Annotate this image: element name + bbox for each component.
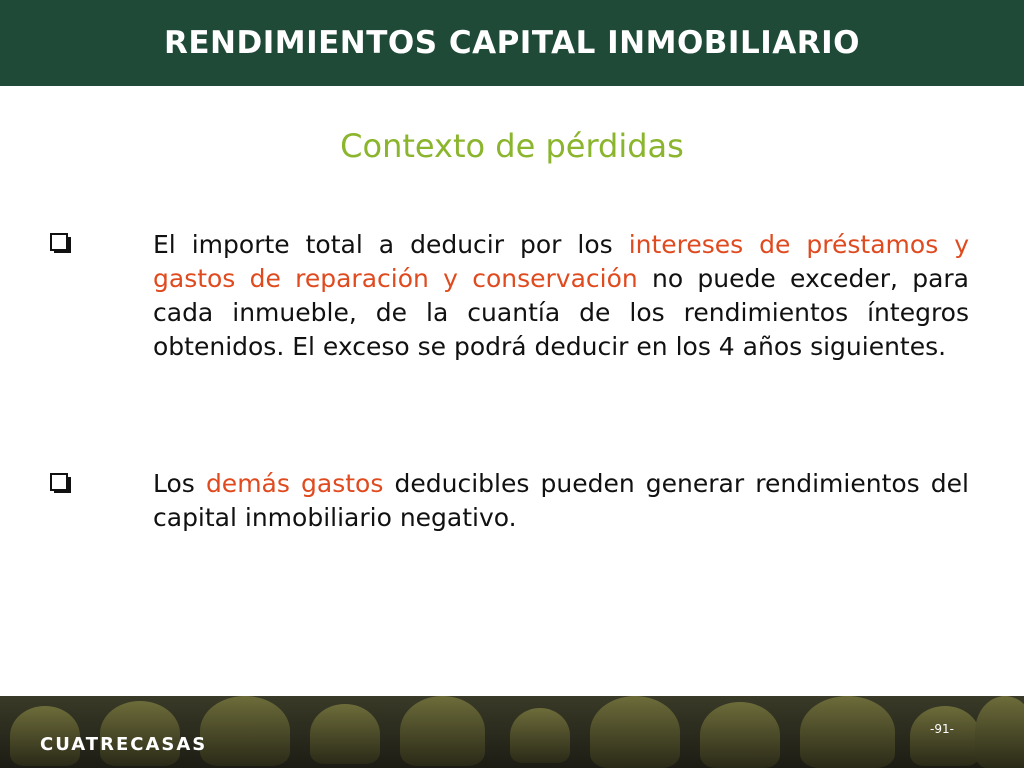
- checkbox-bullet-icon: [50, 473, 70, 493]
- paragraph-other-expenses: [153, 467, 969, 535]
- footer-image-auditorium-seats: [0, 696, 1024, 768]
- cuatrecasas-logo: CUATRECASAS: [40, 734, 208, 755]
- paragraph-text: El importe total a deducir por los: [153, 230, 629, 259]
- paragraph-interest-deduction: [153, 228, 969, 364]
- slide-subtitle: Contexto de pérdidas: [340, 127, 684, 165]
- header-bar: [0, 0, 1024, 86]
- paragraph-text: no puede exceder, para cada inmueble, de la cuantía de los rendimientos íntegros obtenidos. El exceso se podrá deducir en los 4 años siguientes.: [153, 264, 969, 361]
- slide-title: RENDIMIENTOS CAPITAL INMOBILIARIO: [163, 25, 861, 61]
- checkbox-bullet-icon: [50, 233, 70, 253]
- page-number: -91-: [930, 722, 954, 736]
- paragraph-text: deducibles pueden generar rendimientos del capital inmobiliario negativo.: [153, 469, 970, 532]
- paragraph-text: Los: [153, 469, 206, 498]
- highlighted-text: demás gastos: [205, 469, 384, 498]
- highlighted-text: intereses de préstamos y gastos de reparación y conservación: [153, 230, 969, 293]
